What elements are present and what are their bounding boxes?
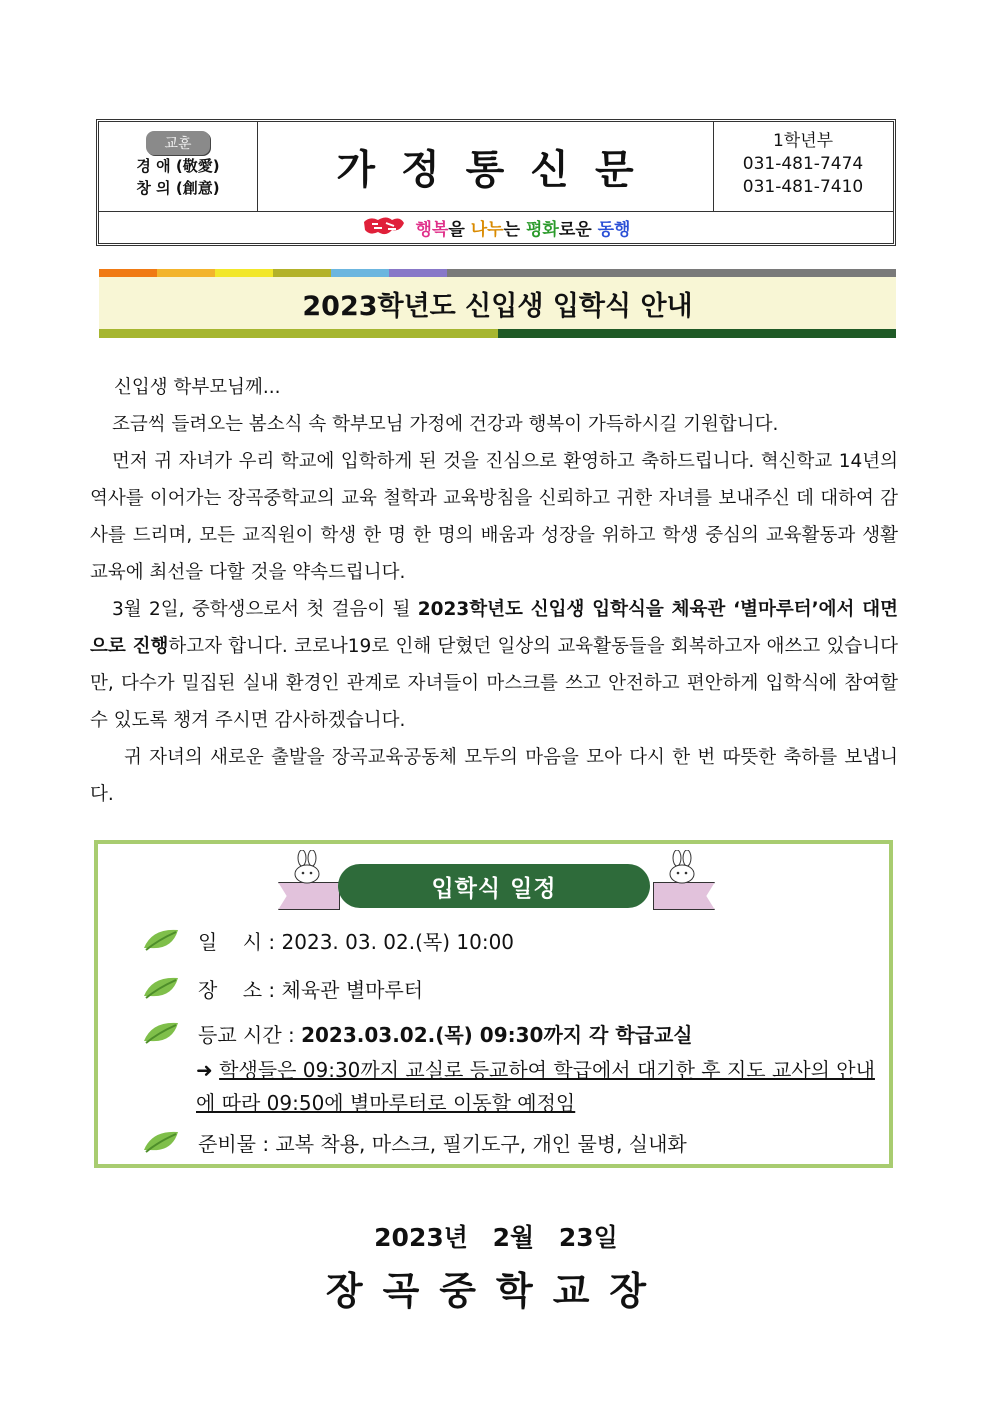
phone-1: 031-481-7474 (742, 154, 864, 174)
schedule-box (94, 840, 893, 1168)
slogan-segment: 로운 (558, 219, 598, 240)
p3-bold: 2023학년도 신입생 입학식을 체육관 ‘별마루터’에서 대면으로 진행 (90, 599, 898, 657)
paragraph-4: 귀 자녀의 새로운 출발을 장곡교육공동체 모두의 마음을 모아 다시 한 번 따뜻한 축하를 보냅니다. (90, 747, 898, 805)
place-label: 장 소 : (198, 978, 282, 1002)
contact-cell (713, 122, 893, 211)
slogan-segment: 나누 (470, 219, 504, 240)
slogan-segment: 동행 (597, 219, 631, 240)
color-bar-segment (157, 269, 215, 277)
slogan-segment: 행복 (415, 219, 449, 240)
p3-pre: 3월 2일, 중학생으로서 첫 걸음이 될 (112, 599, 418, 620)
color-bar-segment (273, 269, 331, 277)
flag-right-icon (653, 882, 715, 910)
slogan-segment: 을 (448, 219, 471, 240)
leaf-icon (142, 974, 182, 1004)
paragraph-2: 먼저 귀 자녀가 우리 학교에 입학하게 된 것을 진심으로 환영하고 축하드립니다. 혁신학교 14년의 역사를 이어가는 장곡중학교의 교육 철학과 교육방침을 신뢰하고 귀한 자녀를 보내주신 데 대하여 감사를 드리며, 모든 교직원이 학생 한 명 한 명의 배움과 성장을 위하고 학생 중심의 교육활동과 생활교육에 최선을 다할 것을 약속드립니다. (90, 451, 898, 583)
notice-title-band (99, 277, 896, 329)
items-label: 준비물 : (198, 1132, 276, 1156)
slogan-segment: 평화 (525, 219, 559, 240)
school-logo-icon (362, 216, 406, 238)
motto-cell (99, 122, 258, 211)
school-principal: 장곡중학교장 (325, 1269, 667, 1313)
title-cell (257, 122, 714, 211)
schedule-arrival-row (148, 1019, 693, 1051)
p3-post: 하고자 합니다. 코로나19로 인해 닫혔던 일상의 교육활동들을 회복하고자 애쓰고 있습니다만, 다수가 밀집된 실내 환경인 관계로 자녀들이 마스크를 쓰고 안전하고 편안하게 입학식에 참여할 수 있도록 챙겨 주시면 감사하겠습니다. (90, 636, 898, 731)
date-value: 2023. 03. 02.(목) 10:00 (281, 930, 515, 954)
date-month: 2월 (492, 1223, 535, 1252)
newsletter-title: 가정통신문 (336, 147, 660, 193)
schedule-items-row (148, 1128, 687, 1160)
motto-badge: 교훈 (146, 131, 209, 155)
schedule-title: 입학식 일정 (338, 864, 650, 908)
items-value: 교복 착용, 마스크, 필기도구, 개인 물병, 실내화 (275, 1132, 687, 1156)
arrival-note-text: 학생들은 09:30까지 교실로 등교하여 학급에서 대기한 후 지도 교사의 안내에 따라 09:50에 별마루터로 이동할 예정임 (196, 1058, 875, 1115)
department: 1학년부 (772, 131, 834, 151)
header-top-row (99, 122, 893, 212)
decor-bottom-bar (99, 329, 896, 338)
arrow-icon: ➜ (196, 1058, 213, 1082)
motto-line-1: 경 애 (敬愛) (136, 157, 220, 175)
place-value: 체육관 별마루터 (281, 978, 424, 1002)
bunny-left-icon (290, 850, 324, 884)
header-table (96, 119, 896, 246)
leaf-icon (142, 1019, 182, 1049)
paragraph-1: 조금씩 들려오는 봄소식 속 학부모님 가정에 건강과 행복이 가득하시길 기원합니다. (112, 414, 779, 435)
flag-left-icon (278, 882, 340, 910)
leaf-icon (142, 926, 182, 956)
slogan-text (416, 215, 631, 240)
arrival-label: 등교 시간 : (198, 1023, 302, 1047)
greeting: 신입생 학부모님께... (114, 377, 281, 398)
color-bar-segment (447, 269, 896, 277)
date-label: 일 시 : (198, 930, 282, 954)
color-bar-segment (389, 269, 447, 277)
color-bar-segment (331, 269, 389, 277)
bottom-bar-segment (99, 329, 498, 338)
slogan-segment: 는 (503, 219, 526, 240)
schedule-date-row (148, 926, 514, 958)
issue-date (0, 1218, 992, 1254)
bunny-right-icon (665, 850, 699, 884)
arrival-note (196, 1054, 886, 1120)
decor-color-bar (99, 269, 896, 277)
color-bar-segment (99, 269, 157, 277)
date-day: 23일 (558, 1223, 618, 1252)
phone-2: 031-481-7410 (742, 177, 864, 197)
slogan-row (99, 211, 893, 243)
date-year: 2023년 (374, 1223, 468, 1252)
color-bar-segment (215, 269, 273, 277)
paragraph-3 (90, 591, 898, 739)
motto-line-2: 창 의 (創意) (136, 179, 220, 197)
letter-body (90, 369, 898, 813)
schedule-place-row (148, 974, 423, 1006)
arrival-value: 2023.03.02.(목) 09:30까지 각 학급교실 (301, 1023, 693, 1047)
leaf-icon (142, 1128, 182, 1158)
bottom-bar-segment (498, 329, 897, 338)
notice-title: 2023학년도 신입생 입학식 안내 (302, 290, 693, 322)
